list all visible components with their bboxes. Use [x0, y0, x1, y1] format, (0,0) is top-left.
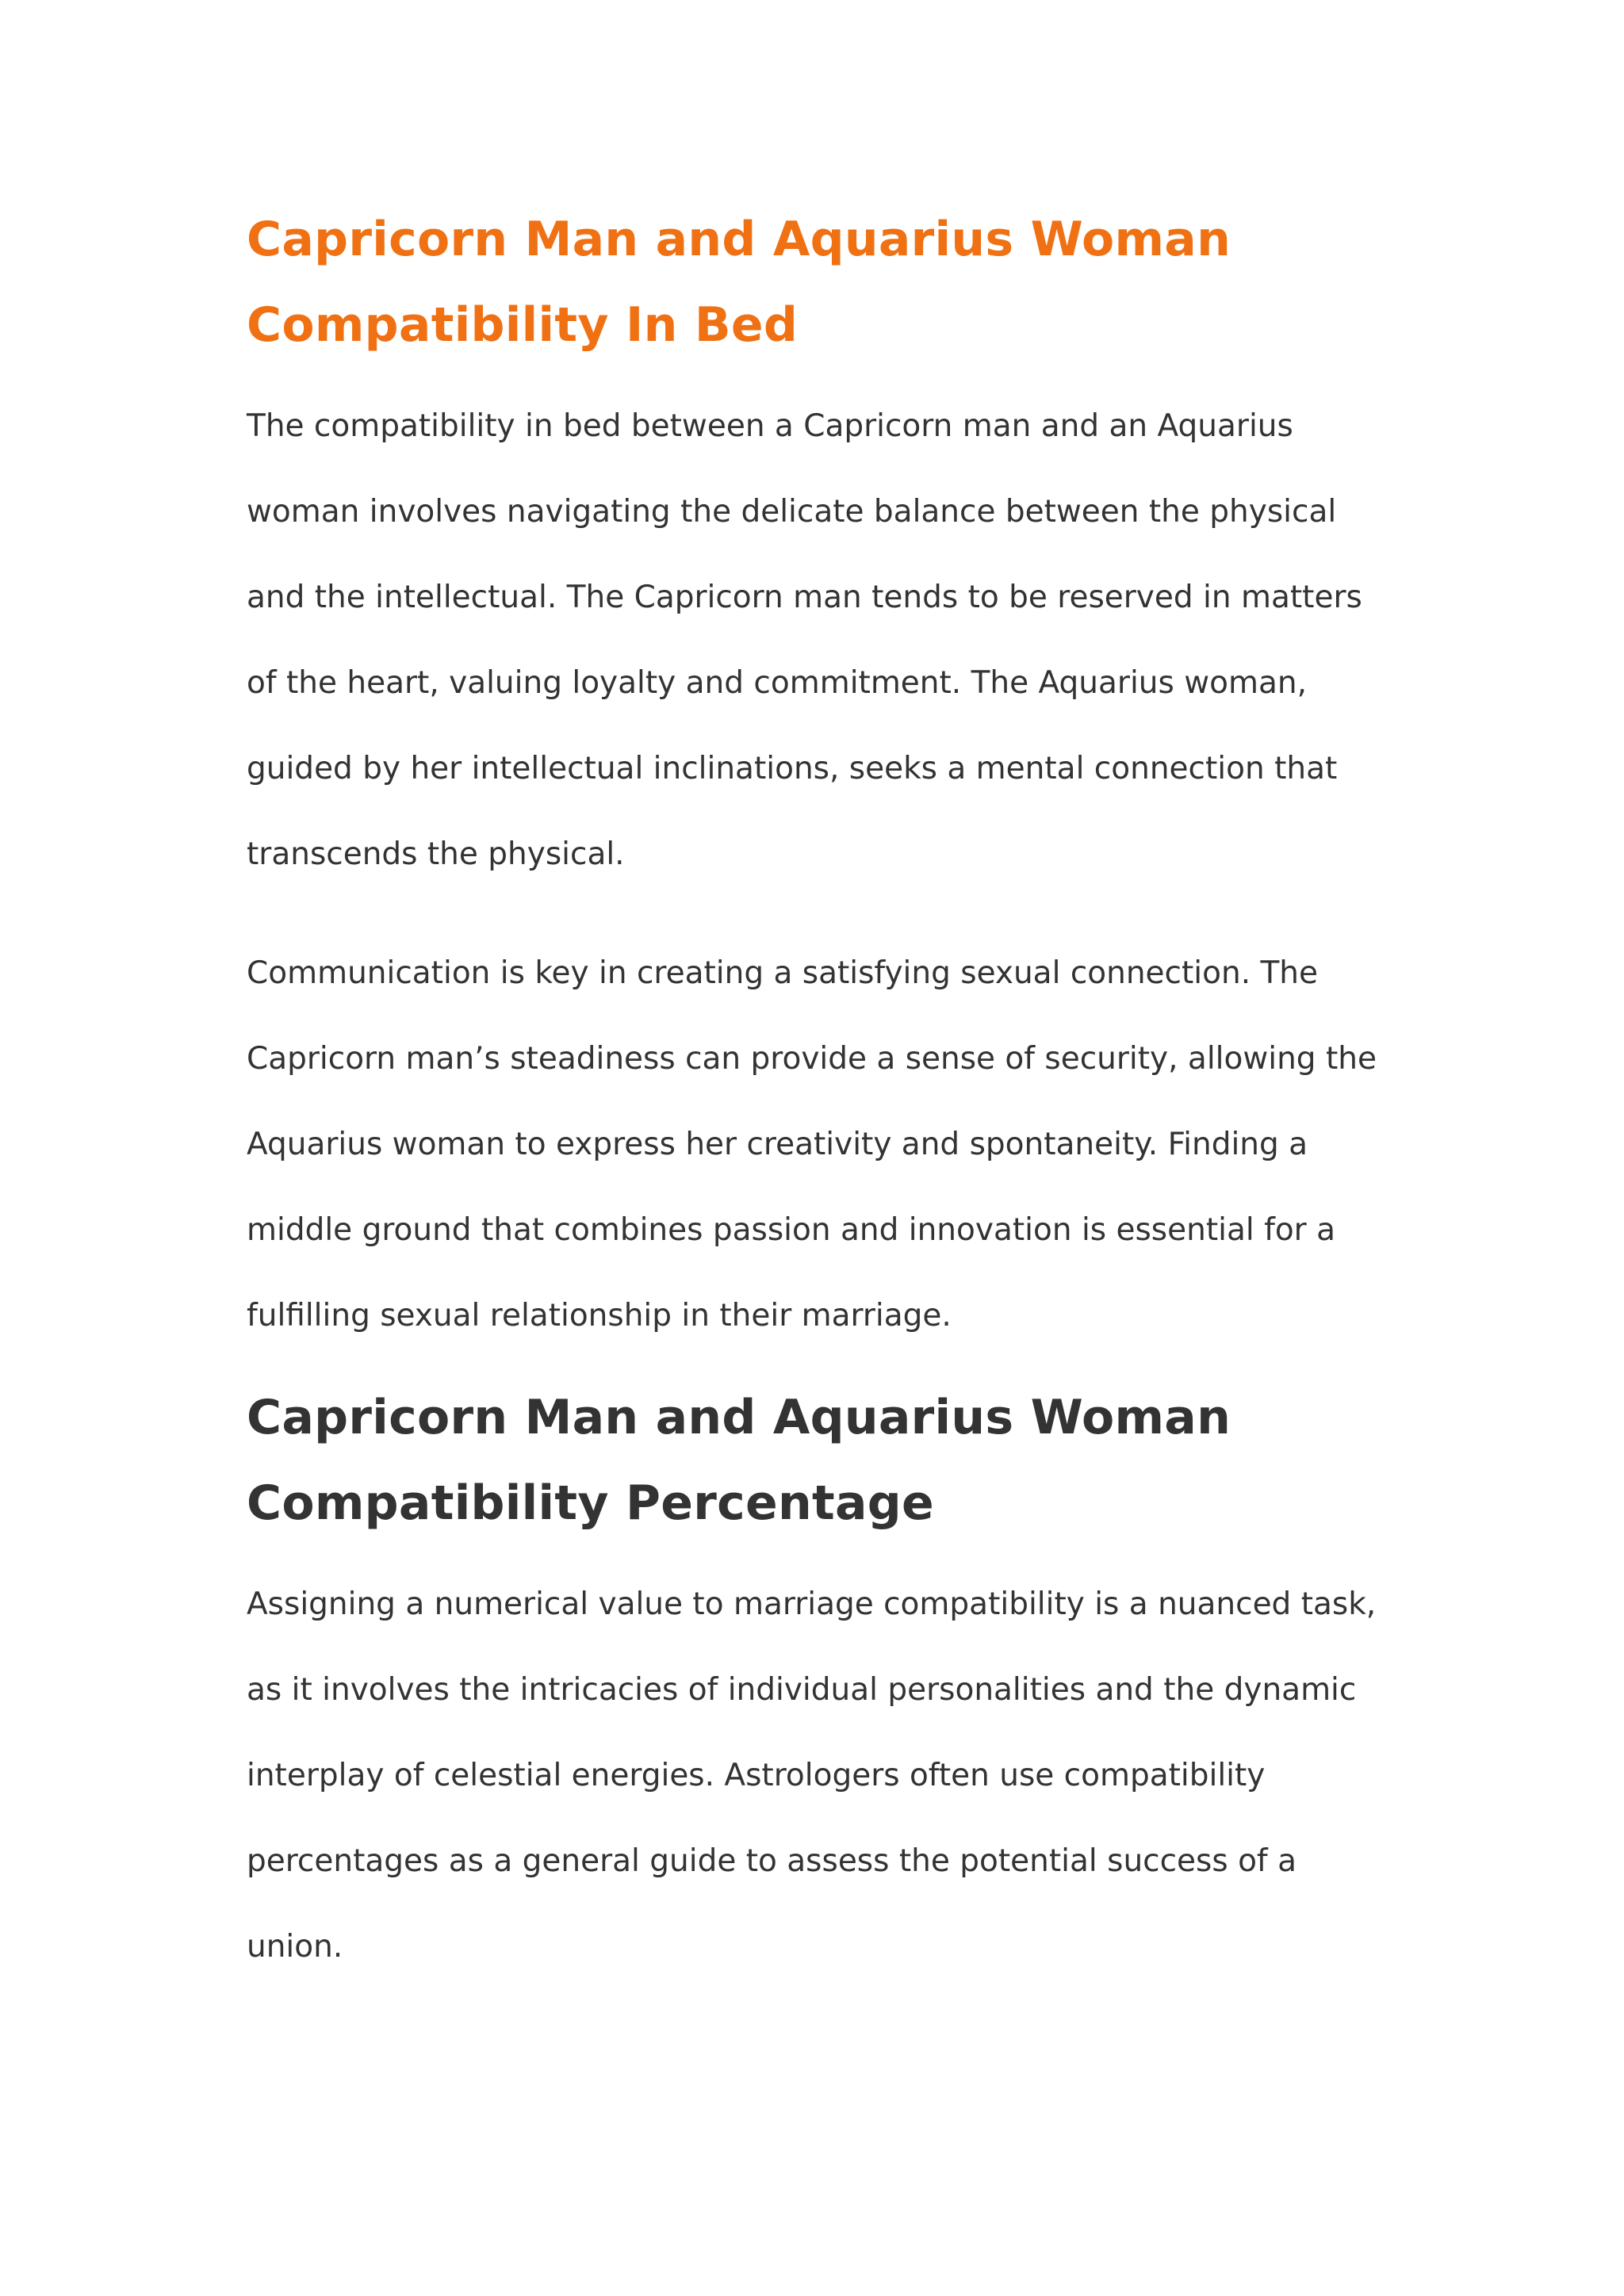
section-heading-in-bed: Capricorn Man and Aquarius Woman Compatibility In Bed [247, 212, 1231, 353]
document-page [247, 197, 1396, 1990]
paragraph-percentage-intro: Assigning a numerical value to marriage compatibility is a nuanced task, as it involves the intricacies of individual personalities and the dynamic interplay of celestial energies. Astrologers often use compatibility percentages as a general guide to assess the potential success of a union. [247, 1586, 1377, 1965]
section-heading-percentage: Capricorn Man and Aquarius Woman Compatibility Percentage [247, 1390, 1231, 1531]
paragraph-bed-communication: Communication is key in creating a satisfying sexual connection. The Capricorn man’s steadiness can provide a sense of security, allowing the Aquarius woman to express her creativity and spontaneity. Finding a middle ground that combines passion and innovation is essential for a fulfilling sexual relationship in their marriage. [247, 955, 1377, 1334]
paragraph-bed-intro: The compatibility in bed between a Capricorn man and an Aquarius woman involves navigating the delicate balance between the physical and the intellectual. The Capricorn man tends to be reserved in matters of the heart, valuing loyalty and commitment. The Aquarius woman, guided by her intellectual inclinations, seeks a mental connection that transcends the physical. [247, 408, 1362, 872]
